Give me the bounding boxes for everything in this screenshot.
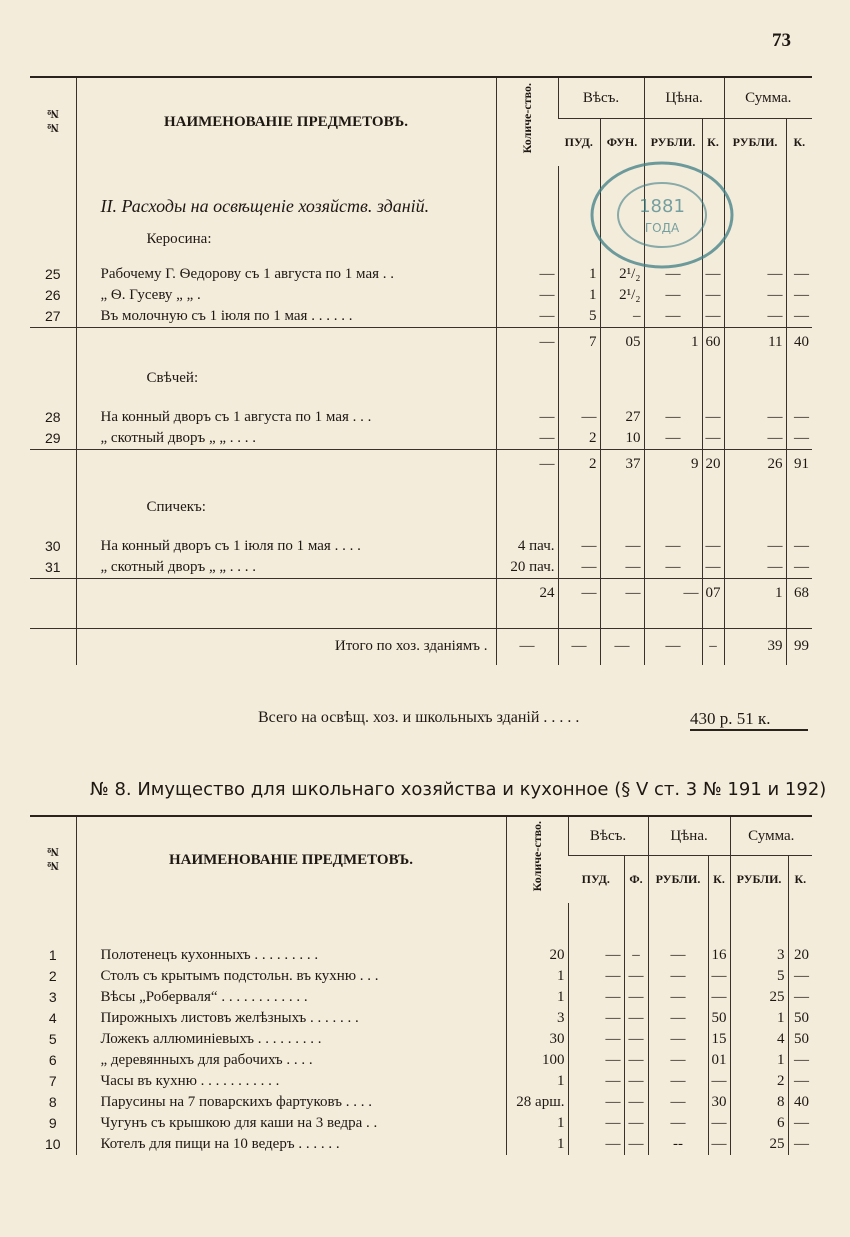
row-number: 31 — [44, 559, 61, 575]
grand-total-value: 430 р. 51 к. — [690, 709, 808, 731]
item-name: Рабочему Г. Ѳедорову съ 1 августа по 1 мая . . — [76, 264, 496, 285]
header-sum-rub: РУБЛИ. — [724, 119, 786, 167]
item-srub: 4 — [730, 1029, 788, 1050]
item-srub: 8 — [730, 1092, 788, 1113]
item-k: — — [702, 264, 724, 285]
item-name: Пирожныхъ листовъ желѣзныхъ . . . . . . . — [76, 1008, 506, 1029]
library-stamp-icon — [588, 160, 736, 270]
itogo-sum-kop: 99 — [786, 629, 812, 665]
item-srub: — — [724, 306, 786, 328]
item-srub: — — [724, 264, 786, 285]
item-f: — — [624, 1113, 648, 1134]
subtotal-row — [30, 328, 812, 358]
item-rub: — — [644, 536, 702, 557]
item-srub: — — [724, 536, 786, 557]
row-number: 1 — [48, 947, 57, 963]
item-f: — — [624, 966, 648, 987]
item-rub: — — [648, 1050, 708, 1071]
item-pud: — — [558, 407, 600, 428]
item-rub: -- — [648, 1134, 708, 1155]
header-fun: ФУН. — [600, 119, 644, 167]
itogo-kop: – — [702, 629, 724, 665]
item-rub: — — [644, 557, 702, 579]
item-srub: — — [724, 557, 786, 579]
item-sk: — — [788, 1134, 812, 1155]
itogo-sum-rub: 39 — [724, 629, 786, 665]
item-pud: — — [568, 1071, 624, 1092]
item-fun: 27 — [600, 407, 644, 428]
svg-text:ГОДА: ГОДА — [644, 221, 680, 235]
item-srub: 25 — [730, 1134, 788, 1155]
item-name: „ деревянныхъ для рабочихъ . . . . — [76, 1050, 506, 1071]
table-row — [30, 1029, 812, 1050]
item-fun: 10 — [600, 428, 644, 450]
item-rub: — — [648, 1029, 708, 1050]
item-fun: 2¹/₂ — [600, 285, 644, 306]
table-row — [30, 1134, 812, 1155]
row-number: 9 — [48, 1115, 57, 1131]
subtotal-blank — [76, 579, 496, 609]
table-row — [30, 1050, 812, 1071]
item-rub: — — [644, 407, 702, 428]
item-quantity: 1 — [506, 966, 568, 987]
item-k: — — [708, 966, 730, 987]
item-rub: — — [648, 987, 708, 1008]
kerosene-label: Керосина: — [76, 229, 496, 250]
subtotal-row — [30, 449, 812, 479]
item-quantity: 4 пач. — [496, 536, 558, 557]
item-pud: — — [558, 536, 600, 557]
itogo-qty: — — [496, 629, 558, 665]
item-k: — — [702, 536, 724, 557]
item-name: На конный дворъ съ 1 августа по 1 мая . . . — [76, 407, 496, 428]
row-number: 25 — [44, 266, 61, 282]
header-weight: Вѣсъ. — [558, 77, 644, 119]
item-k: — — [702, 428, 724, 450]
subtotal-k: 60 — [702, 328, 724, 358]
item-f: — — [624, 1134, 648, 1155]
item-f: – — [624, 945, 648, 966]
table-row — [30, 1092, 812, 1113]
table-row — [30, 966, 812, 987]
item-srub: 6 — [730, 1113, 788, 1134]
item-k: — — [708, 987, 730, 1008]
table-row — [30, 1008, 812, 1029]
header-number: №№ — [45, 107, 60, 135]
item-quantity: 1 — [506, 1134, 568, 1155]
t2-header-price: Цѣна. — [648, 816, 730, 856]
header-name: НАИМЕНОВАНІЕ ПРЕДМЕТОВЪ. — [76, 77, 496, 166]
t2-header-f: Ф. — [624, 856, 648, 904]
kitchen-property-table — [30, 815, 812, 1155]
item-k: — — [702, 557, 724, 579]
table-row — [30, 557, 812, 579]
t2-header-number: №№ — [45, 845, 60, 873]
subtotal-quantity: — — [496, 449, 558, 479]
row-number: 8 — [48, 1094, 57, 1110]
item-pud: — — [568, 1008, 624, 1029]
subtotal-k: 07 — [702, 579, 724, 609]
item-rub: — — [644, 306, 702, 328]
itogo-label: Итого по хоз. зданіямъ . — [76, 629, 496, 665]
item-f: — — [624, 1008, 648, 1029]
item-sk: 20 — [788, 945, 812, 966]
item-name: Въ молочную съ 1 іюля по 1 мая . . . . . . — [76, 306, 496, 328]
row-number: 3 — [48, 989, 57, 1005]
item-quantity: 28 арш. — [506, 1092, 568, 1113]
t2-header-name: НАИМЕНОВАНІЕ ПРЕДМЕТОВЪ. — [76, 816, 506, 903]
subtotal-rub: 1 — [644, 328, 702, 358]
item-quantity: — — [496, 306, 558, 328]
item-pud: — — [568, 1113, 624, 1134]
item-k: 01 — [708, 1050, 730, 1071]
table-row — [30, 1071, 812, 1092]
item-sk: — — [788, 1113, 812, 1134]
item-name: „ скотный дворъ „ „ . . . . — [76, 557, 496, 579]
item-sk: 50 — [788, 1029, 812, 1050]
item-srub: 25 — [730, 987, 788, 1008]
item-quantity: — — [496, 407, 558, 428]
subtotal-row — [30, 579, 812, 609]
row-number: 4 — [48, 1010, 57, 1026]
item-sk: — — [786, 536, 812, 557]
item-sk: — — [788, 1071, 812, 1092]
item-quantity: 1 — [506, 1113, 568, 1134]
section-title: II. Расходы на освѣщеніе хозяйств. зданій. — [76, 196, 496, 217]
subtotal-blank — [30, 579, 76, 609]
table-row — [30, 428, 812, 450]
item-pud: 5 — [558, 306, 600, 328]
item-pud: — — [568, 1050, 624, 1071]
item-sk: — — [786, 264, 812, 285]
item-name: Столъ съ крытымъ подстольн. въ кухню . . . — [76, 966, 506, 987]
item-rub: — — [648, 1092, 708, 1113]
header-price: Цѣна. — [644, 77, 724, 119]
item-srub: 2 — [730, 1071, 788, 1092]
item-quantity: 20 — [506, 945, 568, 966]
grand-total-label: Всего на освѣщ. хоз. и школьныхъ зданій . . . . . — [258, 709, 580, 726]
subtotal-k: 20 — [702, 449, 724, 479]
item-rub: — — [648, 945, 708, 966]
section8-title: № 8. Имущество для школьнаго хозяйства и кухонное (§ V ст. 3 № 191 и 192) — [90, 779, 827, 800]
item-f: — — [624, 1050, 648, 1071]
item-f: — — [624, 1071, 648, 1092]
table-row — [30, 407, 812, 428]
item-srub: — — [724, 428, 786, 450]
table-row — [30, 536, 812, 557]
header-sum-kop: К. — [786, 119, 812, 167]
table-row — [30, 945, 812, 966]
matches-label: Спичекъ: — [76, 497, 496, 518]
item-k: 50 — [708, 1008, 730, 1029]
t2-header-kop: К. — [708, 856, 730, 904]
item-quantity: — — [496, 285, 558, 306]
header-sum: Сумма. — [724, 77, 812, 119]
row-number: 7 — [48, 1073, 57, 1089]
table-row — [30, 987, 812, 1008]
item-name: Ложекъ аллюминіевыхъ . . . . . . . . . — [76, 1029, 506, 1050]
subtotal-pud: — — [558, 579, 600, 609]
page-number: 73 — [772, 30, 791, 51]
item-rub: — — [648, 1071, 708, 1092]
item-sk: — — [786, 428, 812, 450]
header-quantity: Количе-ство. — [519, 83, 534, 154]
item-rub: — — [648, 1113, 708, 1134]
item-quantity: 30 — [506, 1029, 568, 1050]
item-name: Часы въ кухню . . . . . . . . . . . — [76, 1071, 506, 1092]
item-pud: — — [568, 1092, 624, 1113]
subtotal-quantity: 24 — [496, 579, 558, 609]
item-k: — — [702, 306, 724, 328]
item-quantity: 3 — [506, 1008, 568, 1029]
itogo-rub: — — [644, 629, 702, 665]
row-number: 10 — [44, 1136, 61, 1152]
item-quantity: 1 — [506, 1071, 568, 1092]
item-srub: 1 — [730, 1050, 788, 1071]
itogo-row — [30, 629, 812, 665]
t2-header-sum: Сумма. — [730, 816, 812, 856]
row-number: 2 — [48, 968, 57, 984]
item-quantity: 1 — [506, 987, 568, 1008]
item-pud: — — [558, 557, 600, 579]
subtotal-blank — [76, 449, 496, 479]
item-rub: — — [644, 264, 702, 285]
item-pud: — — [568, 945, 624, 966]
item-pud: 1 — [558, 285, 600, 306]
svg-text:1881: 1881 — [639, 196, 685, 217]
subtotal-fun: — — [600, 579, 644, 609]
subtotal-srub: 1 — [724, 579, 786, 609]
t2-header-rub: РУБЛИ. — [648, 856, 708, 904]
item-name: „ скотный дворъ „ „ . . . . — [76, 428, 496, 450]
subtotal-rub: 9 — [644, 449, 702, 479]
item-fun: — — [600, 557, 644, 579]
item-sk: — — [786, 285, 812, 306]
item-quantity: 20 пач. — [496, 557, 558, 579]
subtotal-sk: 68 — [786, 579, 812, 609]
item-sk: 50 — [788, 1008, 812, 1029]
table-row — [30, 1113, 812, 1134]
t2-header-quantity: Количе-ство. — [529, 821, 544, 892]
t2-header-weight: Вѣсъ. — [568, 816, 648, 856]
itogo-fun: — — [600, 629, 644, 665]
header-pud: ПУД. — [564, 135, 593, 149]
item-name: На конный дворъ съ 1 іюля по 1 мая . . . . — [76, 536, 496, 557]
row-number: 26 — [44, 287, 61, 303]
item-k: — — [702, 407, 724, 428]
subtotal-sk: 40 — [786, 328, 812, 358]
subtotal-blank — [30, 328, 76, 358]
row-number: 28 — [44, 408, 61, 425]
table-row — [30, 306, 812, 328]
subtotal-sk: 91 — [786, 449, 812, 479]
item-k: 15 — [708, 1029, 730, 1050]
item-rub: — — [648, 966, 708, 987]
header-rub: РУБЛИ. — [644, 119, 702, 167]
subtotal-blank — [30, 449, 76, 479]
item-rub: — — [648, 1008, 708, 1029]
subtotal-srub: 26 — [724, 449, 786, 479]
subtotal-fun: 37 — [600, 449, 644, 479]
item-f: — — [624, 1092, 648, 1113]
item-sk: — — [788, 987, 812, 1008]
header-kop: К. — [702, 119, 724, 167]
row-number: 27 — [44, 308, 61, 324]
item-srub: 1 — [730, 1008, 788, 1029]
item-rub: — — [644, 285, 702, 306]
item-pud: — — [568, 1134, 624, 1155]
item-sk: — — [786, 557, 812, 579]
item-fun: 2¹/₂ — [600, 264, 644, 285]
row-number: 29 — [44, 429, 61, 446]
item-quantity: — — [496, 428, 558, 450]
subtotal-pud: 2 — [558, 449, 600, 479]
item-pud: — — [568, 1029, 624, 1050]
item-sk: 40 — [788, 1092, 812, 1113]
item-quantity: 100 — [506, 1050, 568, 1071]
item-pud: 1 — [558, 264, 600, 285]
item-srub: — — [724, 407, 786, 428]
item-name: Вѣсы „Роберваля“ . . . . . . . . . . . . — [76, 987, 506, 1008]
subtotal-pud: 7 — [558, 328, 600, 358]
subtotal-quantity: — — [496, 328, 558, 358]
item-k: — — [708, 1113, 730, 1134]
itogo-pud: — — [558, 629, 600, 665]
item-name: Котелъ для пищи на 10 ведеръ . . . . . . — [76, 1134, 506, 1155]
item-name: Чугунъ съ крышкою для каши на 3 ведра . . — [76, 1113, 506, 1134]
item-pud: — — [568, 987, 624, 1008]
item-fun: – — [600, 306, 644, 328]
item-fun: — — [600, 536, 644, 557]
item-sk: — — [786, 407, 812, 428]
item-k: 16 — [708, 945, 730, 966]
item-f: — — [624, 1029, 648, 1050]
item-srub: 5 — [730, 966, 788, 987]
row-number: 30 — [44, 538, 61, 554]
item-pud: — — [568, 966, 624, 987]
item-k: — — [702, 285, 724, 306]
item-quantity: — — [496, 264, 558, 285]
item-sk: — — [788, 966, 812, 987]
row-number: 6 — [48, 1052, 57, 1068]
item-sk: — — [788, 1050, 812, 1071]
table-row — [30, 285, 812, 306]
item-f: — — [624, 987, 648, 1008]
item-srub: — — [724, 285, 786, 306]
t2-header-sum-kop: К. — [788, 856, 812, 904]
subtotal-rub: — — [644, 579, 702, 609]
candles-label: Свѣчей: — [76, 368, 496, 389]
item-srub: 3 — [730, 945, 788, 966]
item-name: Полотенецъ кухонныхъ . . . . . . . . . — [76, 945, 506, 966]
item-k: — — [708, 1134, 730, 1155]
item-rub: — — [644, 428, 702, 450]
item-k: 30 — [708, 1092, 730, 1113]
subtotal-blank — [76, 328, 496, 358]
item-pud: 2 — [558, 428, 600, 450]
subtotal-fun: 05 — [600, 328, 644, 358]
item-k: — — [708, 1071, 730, 1092]
item-name: Парусины на 7 поварскихъ фартуковъ . . . . — [76, 1092, 506, 1113]
item-sk: — — [786, 306, 812, 328]
subtotal-srub: 11 — [724, 328, 786, 358]
t2-header-pud: ПУД. — [581, 872, 610, 886]
t2-header-sum-rub: РУБЛИ. — [730, 856, 788, 904]
item-name: „ Ѳ. Гусеву „ „ . — [76, 285, 496, 306]
row-number: 5 — [48, 1031, 57, 1047]
